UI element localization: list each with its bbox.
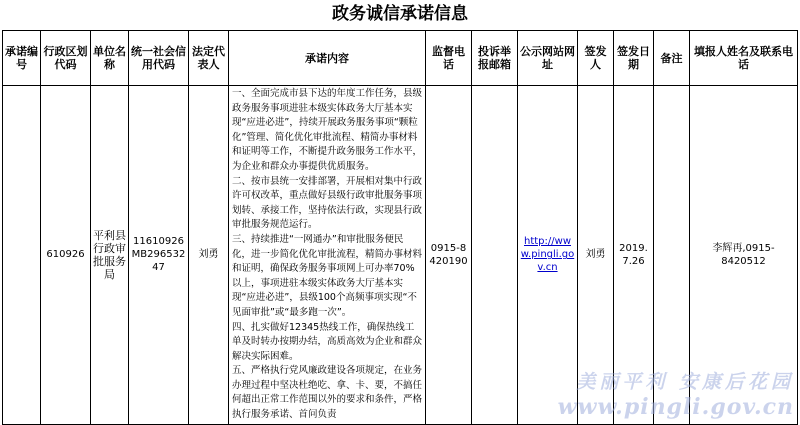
header-sign-date: 签发日期: [614, 31, 654, 86]
cell-phone: 0915-8420190: [426, 86, 472, 425]
header-website: 公示网站网址: [518, 31, 578, 86]
cell-email: [472, 86, 518, 425]
header-legal-rep: 法定代表人: [189, 31, 229, 86]
cell-sign-date: 2019.7.26: [614, 86, 654, 425]
header-content: 承诺内容: [229, 31, 426, 86]
cell-promise-no: [3, 86, 41, 425]
content-item: 三、持续推进“一网通办”和审批服务便民化，进一步简化优化审批流程，精简办事材料和证明，确保政务服务事项网上可办率70%以上，事项进驻本级实体政务大厅基本实现“应进必进”，县级100个高频事项实现“不见面审批”或“最多跑一次”。: [232, 233, 423, 318]
cell-remark: [654, 86, 690, 425]
content-item: 四、扎实做好12345热线工作，确保热线工单及时转办按期办结，高质高效为企业和群众解决实际困难。: [232, 321, 423, 362]
cell-region-code: 610926: [41, 86, 91, 425]
promise-table: [2, 30, 798, 425]
header-credit-code: 统一社会信用代码: [129, 31, 189, 86]
cell-website: [518, 86, 578, 425]
content-item: 五、严格执行党风廉政建设各项规定，在业务办理过程中坚决杜绝吃、拿、卡、要，不搞任何超出正常工作范围以外的要求和条件，严格执行服务承诺、首问负责: [232, 365, 423, 421]
cell-signer: 刘勇: [578, 86, 614, 425]
header-signer: 签发人: [578, 31, 614, 86]
header-region-code: 行政区划代码: [41, 31, 91, 86]
header-remark: 备注: [654, 31, 690, 86]
content-item: 二、按市县统一安排部署，开展相对集中行政许可权改革，重点做好县级行政审批服务事项划转、承接工作，坚持依法行政，实现县行政审批服务规范运行。: [232, 175, 423, 231]
table-row: [3, 86, 798, 425]
cell-legal-rep: 刘勇: [189, 86, 229, 425]
header-unit-name: 单位名称: [91, 31, 129, 86]
header-promise-no: 承诺编号: [3, 31, 41, 86]
header-row: [3, 31, 798, 86]
watermark-url: www.pingli.gov.cn: [557, 394, 794, 420]
header-email: 投诉举报邮箱: [472, 31, 518, 86]
cell-content: [229, 86, 426, 425]
content-item: 一、全面完成市县下达的年度工作任务，县级政务服务事项进驻本级实体政务大厅基本实现“应进必进”，持续开展政务服务事项“颗粒化”管理、简化优化审批流程、精简办事材料和证明等工作，不断提升政务服务工作水平，为企业和群众办事提供优质服务。: [232, 88, 423, 172]
cell-unit-name: 平利县行政审批服务局: [91, 86, 129, 425]
page-title: 政务诚信承诺信息: [332, 4, 468, 24]
watermark-slogan: 美丽平利 安康后花园: [576, 371, 794, 393]
cell-filler: 李辉再,0915-8420512: [690, 86, 798, 425]
header-filler: 填报人姓名及联系电话: [690, 31, 798, 86]
header-phone: 监督电话: [426, 31, 472, 86]
cell-credit-code: 11610926MB29653247: [129, 86, 189, 425]
website-link[interactable]: http://www.pingli.gov.cn: [520, 236, 575, 274]
